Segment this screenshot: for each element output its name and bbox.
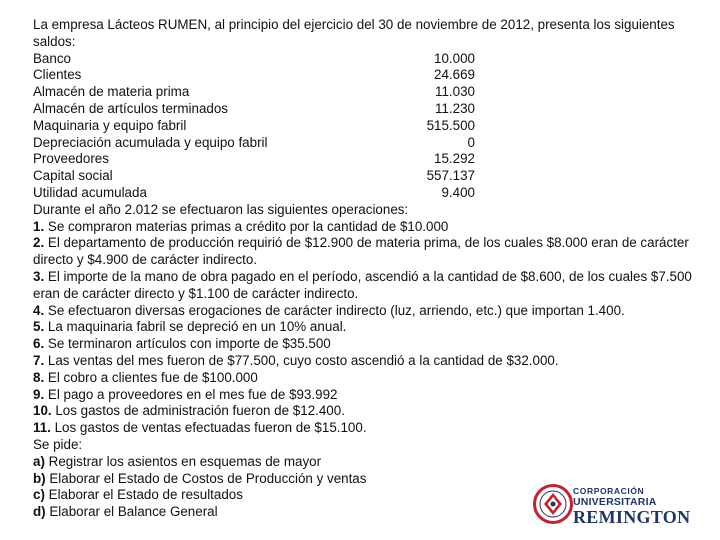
exercise-text	[33, 17, 693, 521]
account-name: Banco	[33, 50, 71, 66]
account-name: Clientes	[33, 67, 82, 83]
account-name: Proveedores	[33, 151, 109, 167]
operation-text: El cobro a clientes fue de $100.000	[44, 369, 258, 385]
operation-number: 11.	[33, 420, 51, 436]
university-seal-icon	[533, 484, 573, 524]
account-row	[33, 118, 693, 135]
account-name: Capital social	[33, 168, 113, 184]
operation-text: Los gastos de administración fueron de $12.400.	[51, 403, 345, 419]
operation-number: 5.	[33, 319, 45, 335]
logo-line-3: REMINGTON	[573, 507, 691, 527]
account-row	[33, 185, 693, 202]
account-amount: 24.669	[434, 67, 475, 83]
account-amount: 10.000	[434, 50, 475, 66]
account-row	[33, 168, 693, 185]
account-amount: 9.400	[441, 184, 475, 200]
account-row	[33, 135, 693, 152]
task-text: Elaborar el Estado de resultados	[44, 487, 243, 503]
task-item	[33, 454, 693, 471]
operation-number: 3.	[33, 268, 45, 284]
account-row	[33, 67, 693, 84]
operation-number: 9.	[33, 386, 45, 402]
operation-item	[33, 269, 693, 303]
remington-logo	[533, 482, 698, 528]
task-text: Registrar los asientos en esquemas de mayor	[44, 453, 322, 469]
task-letter: d)	[33, 504, 46, 520]
account-amount: 515.500	[426, 117, 475, 133]
operation-text: Las ventas del mes fueron de $77.500, cuyo costo ascendió a la cantidad de $32.000.	[44, 352, 559, 368]
operation-text: Los gastos de ventas efectuadas fueron de $15.100.	[50, 420, 367, 436]
operation-number: 8.	[33, 369, 45, 385]
operation-item	[33, 370, 693, 387]
operation-text: Se terminaron artículos con importe de $35.500	[44, 336, 331, 352]
operation-item	[33, 319, 693, 336]
logo-line-2: UNIVERSITARIA	[573, 496, 657, 508]
operation-item	[33, 219, 693, 236]
account-name: Almacén de artículos terminados	[33, 100, 229, 116]
task-text: Elaborar el Estado de Costos de Producción y ventas	[45, 470, 367, 486]
operation-number: 1.	[33, 218, 45, 234]
operation-text: El departamento de producción requirió de $12.900 de materia prima, de los cuales $8.000 eran de carácter directo y $4.900 de carácter indirecto.	[33, 235, 689, 268]
task-letter: b)	[33, 470, 46, 486]
operation-number: 7.	[33, 352, 45, 368]
intro-paragraph: La empresa Lácteos RUMEN, al principio del ejercicio del 30 de noviembre de 2012, presenta los siguientes saldos:	[33, 17, 675, 49]
task-text: Elaborar el Balance General	[45, 504, 218, 520]
account-name: Depreciación acumulada y equipo fabril	[33, 134, 268, 150]
account-name: Utilidad acumulada	[33, 184, 147, 200]
operation-number: 6.	[33, 336, 45, 352]
operation-text: La maquinaria fabril se depreció en un 10% anual.	[44, 319, 347, 335]
account-amount: 11.230	[435, 100, 475, 116]
operation-item	[33, 336, 693, 353]
operation-number: 4.	[33, 302, 45, 318]
operation-number: 2.	[33, 235, 45, 251]
operation-item	[33, 353, 693, 370]
operation-text: El importe de la mano de obra pagado en el período, ascendió a la cantidad de $8.600, de los cuales $7.500 eran de carácter directo y $1.100 de carácter indirecto.	[33, 268, 692, 301]
account-row	[33, 84, 693, 101]
account-amount: 15.292	[434, 151, 475, 167]
account-amount: 11.030	[435, 84, 475, 100]
accounts-list	[33, 51, 693, 202]
operation-item	[33, 303, 693, 320]
operation-item	[33, 387, 693, 404]
account-row	[33, 151, 693, 168]
account-row	[33, 51, 693, 68]
operations-list	[33, 219, 693, 437]
account-row	[33, 101, 693, 118]
operation-text: Se efectuaron diversas erogaciones de carácter indirecto (luz, arriendo, etc.) que importan 1.400.	[44, 302, 625, 318]
account-name: Maquinaria y equipo fabril	[33, 117, 187, 133]
operation-item	[33, 235, 693, 269]
se-pide-heading: Se pide:	[33, 436, 83, 452]
operation-item	[33, 420, 693, 437]
account-amount: 0	[467, 134, 475, 150]
account-amount: 557.137	[426, 168, 475, 184]
operation-text: Se compraron materias primas a crédito por la cantidad de $10.000	[44, 218, 449, 234]
operation-text: El pago a proveedores en el mes fue de $93.992	[44, 386, 338, 402]
operation-number: 10.	[33, 403, 52, 419]
account-name: Almacén de materia prima	[33, 84, 190, 100]
task-letter: c)	[33, 487, 45, 503]
operations-intro: Durante el año 2.012 se efectuaron las siguientes operaciones:	[33, 201, 409, 217]
task-letter: a)	[33, 453, 45, 469]
logo-line-1: CORPORACIÓN	[573, 486, 645, 496]
operation-item	[33, 403, 693, 420]
